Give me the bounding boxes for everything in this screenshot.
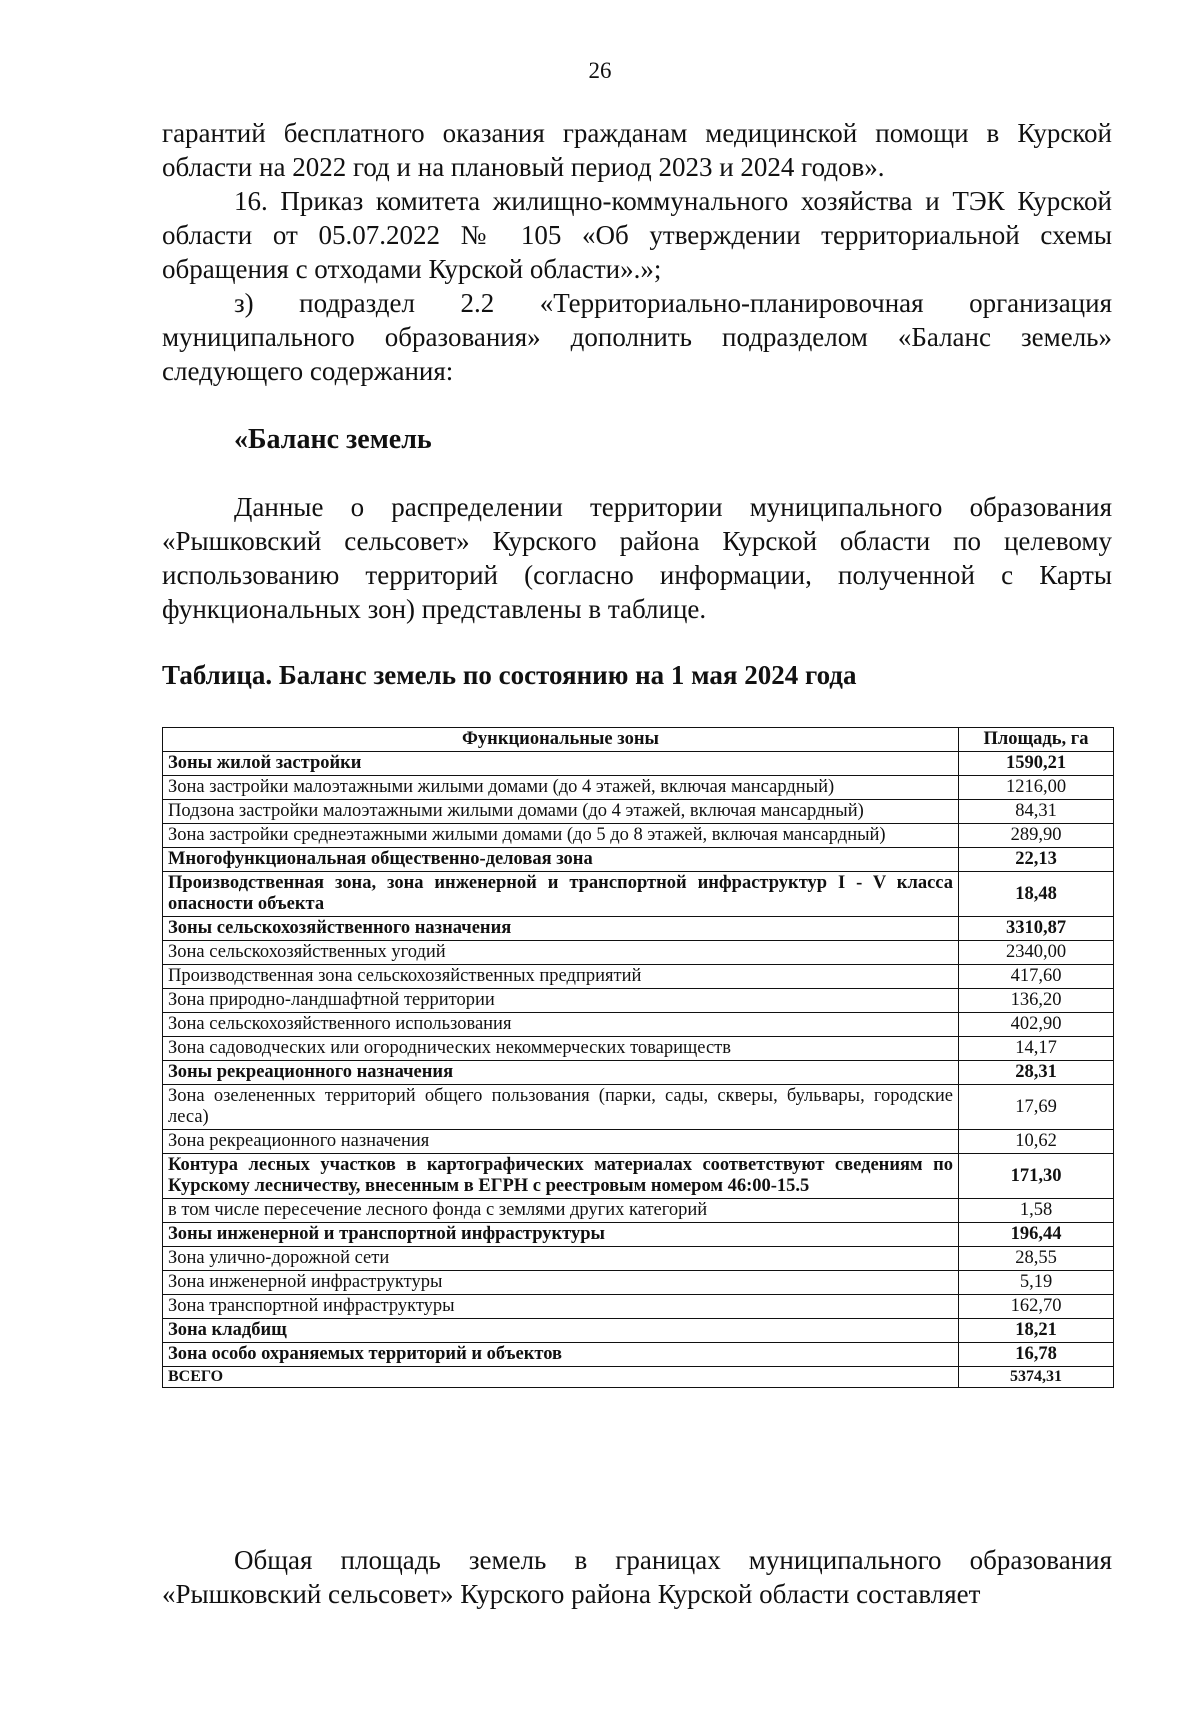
page-number: 26 — [588, 58, 612, 83]
table-header-row — [163, 728, 1114, 752]
area-cell: 196,44 — [959, 1223, 1114, 1247]
zone-cell: Зона садоводческих или огороднических некоммерческих товариществ — [163, 1037, 959, 1061]
land-balance-table — [162, 727, 1114, 1388]
area-cell: 10,62 — [959, 1130, 1114, 1154]
area-cell: 17,69 — [959, 1085, 1114, 1130]
total-label-cell: ВСЕГО — [163, 1367, 959, 1388]
closing-paragraph: Общая площадь земель в границах муниципального образования «Рышковский сельсовет» Курского района Курской области составляет — [162, 1545, 1112, 1609]
table-row — [163, 1037, 1114, 1061]
table-row — [163, 848, 1114, 872]
area-cell: 417,60 — [959, 965, 1114, 989]
zone-cell: Зона озелененных территорий общего пользования (парки, сады, скверы, бульвары, городские леса) — [163, 1085, 959, 1130]
zone-cell: Многофункциональная общественно-деловая зона — [163, 848, 959, 872]
table-row — [163, 1085, 1114, 1130]
zone-cell: Зона улично-дорожной сети — [163, 1247, 959, 1271]
area-cell: 28,55 — [959, 1247, 1114, 1271]
table-row — [163, 965, 1114, 989]
zone-cell: Зоны инженерной и транспортной инфраструктуры — [163, 1223, 959, 1247]
table-row — [163, 989, 1114, 1013]
area-cell: 3310,87 — [959, 917, 1114, 941]
table-row — [163, 824, 1114, 848]
table-row — [163, 1223, 1114, 1247]
table-row — [163, 872, 1114, 917]
total-row — [163, 1367, 1114, 1388]
table-row — [163, 941, 1114, 965]
zone-cell: Зона особо охраняемых территорий и объектов — [163, 1343, 959, 1367]
zone-cell: Зона сельскохозяйственных угодий — [163, 941, 959, 965]
table-row — [163, 1247, 1114, 1271]
area-cell: 84,31 — [959, 800, 1114, 824]
data-description — [162, 490, 1112, 626]
area-cell: 5,19 — [959, 1271, 1114, 1295]
area-cell: 28,31 — [959, 1061, 1114, 1085]
closing-text — [162, 1543, 1112, 1611]
zone-cell: Зоны рекреационного назначения — [163, 1061, 959, 1085]
zone-cell: Зона застройки среднеэтажными жилыми домами (до 5 до 8 этажей, включая мансардный) — [163, 824, 959, 848]
area-cell: 2340,00 — [959, 941, 1114, 965]
table-row — [163, 1061, 1114, 1085]
zone-cell: Производственная зона, зона инженерной и транспортной инфраструктур I - V класса опасности объекта — [163, 872, 959, 917]
area-cell: 171,30 — [959, 1154, 1114, 1199]
zone-cell: Зоны жилой застройки — [163, 752, 959, 776]
header-area: Площадь, га — [959, 728, 1114, 752]
zone-cell: Контура лесных участков в картографических материалах соответствуют сведениям по Курскому лесничеству, внесенным в ЕГРН с реестровым номером 46:00-15.5 — [163, 1154, 959, 1199]
zone-cell: Зона инженерной инфраструктуры — [163, 1271, 959, 1295]
total-area-cell: 5374,31 — [959, 1367, 1114, 1388]
area-cell: 16,78 — [959, 1343, 1114, 1367]
table-row — [163, 1295, 1114, 1319]
area-cell: 14,17 — [959, 1037, 1114, 1061]
zone-cell: Подзона застройки малоэтажными жилыми домами (до 4 этажей, включая мансардный) — [163, 800, 959, 824]
table-row — [163, 1130, 1114, 1154]
intro-paragraph-1: гарантий бесплатного оказания гражданам медицинской помощи в Курской области на 2022 год и на плановый период 2023 и 2024 годов». — [162, 118, 1112, 182]
table-row — [163, 776, 1114, 800]
intro-text — [162, 116, 1112, 388]
area-cell: 289,90 — [959, 824, 1114, 848]
section-heading: «Баланс земель — [234, 424, 432, 455]
header-zones: Функциональные зоны — [163, 728, 959, 752]
zone-cell: Зона кладбищ — [163, 1319, 959, 1343]
area-cell: 162,70 — [959, 1295, 1114, 1319]
zone-cell: в том числе пересечение лесного фонда с землями других категорий — [163, 1199, 959, 1223]
table-row — [163, 1319, 1114, 1343]
zone-cell: Зона рекреационного назначения — [163, 1130, 959, 1154]
table-row — [163, 752, 1114, 776]
table-row — [163, 1013, 1114, 1037]
table-row — [163, 1271, 1114, 1295]
area-cell: 136,20 — [959, 989, 1114, 1013]
zone-cell: Зона транспортной инфраструктуры — [163, 1295, 959, 1319]
zone-cell: Зона природно-ландшафтной территории — [163, 989, 959, 1013]
area-cell: 1,58 — [959, 1199, 1114, 1223]
intro-paragraph-2: 16. Приказ комитета жилищно-коммунального хозяйства и ТЭК Курской области от 05.07.2022 № 105 «Об утверждении территориальной схемы обращения с отходами Курской области».»; — [162, 186, 1112, 284]
area-cell: 18,21 — [959, 1319, 1114, 1343]
area-cell: 18,48 — [959, 872, 1114, 917]
zone-cell: Зона застройки малоэтажными жилыми домами (до 4 этажей, включая мансардный) — [163, 776, 959, 800]
table-row — [163, 1343, 1114, 1367]
zone-cell: Зона сельскохозяйственного использования — [163, 1013, 959, 1037]
table-caption: Таблица. Баланс земель по состоянию на 1 мая 2024 года — [162, 660, 857, 690]
table-row — [163, 917, 1114, 941]
table-row — [163, 1154, 1114, 1199]
area-cell: 1590,21 — [959, 752, 1114, 776]
area-cell: 22,13 — [959, 848, 1114, 872]
table-row — [163, 1199, 1114, 1223]
table-row — [163, 800, 1114, 824]
zone-cell: Зоны сельскохозяйственного назначения — [163, 917, 959, 941]
area-cell: 1216,00 — [959, 776, 1114, 800]
intro-paragraph-3: з) подраздел 2.2 «Территориально-планировочная организация муниципального образования» дополнить подразделом «Баланс земель» следующего содержания: — [162, 288, 1112, 386]
data-paragraph: Данные о распределении территории муниципального образования «Рышковский сельсовет» Курского района Курской области по целевому использованию территорий (согласно информации, полученной с Карты функциональных зон) представлены в таблице. — [162, 492, 1112, 624]
area-cell: 402,90 — [959, 1013, 1114, 1037]
zone-cell: Производственная зона сельскохозяйственных предприятий — [163, 965, 959, 989]
